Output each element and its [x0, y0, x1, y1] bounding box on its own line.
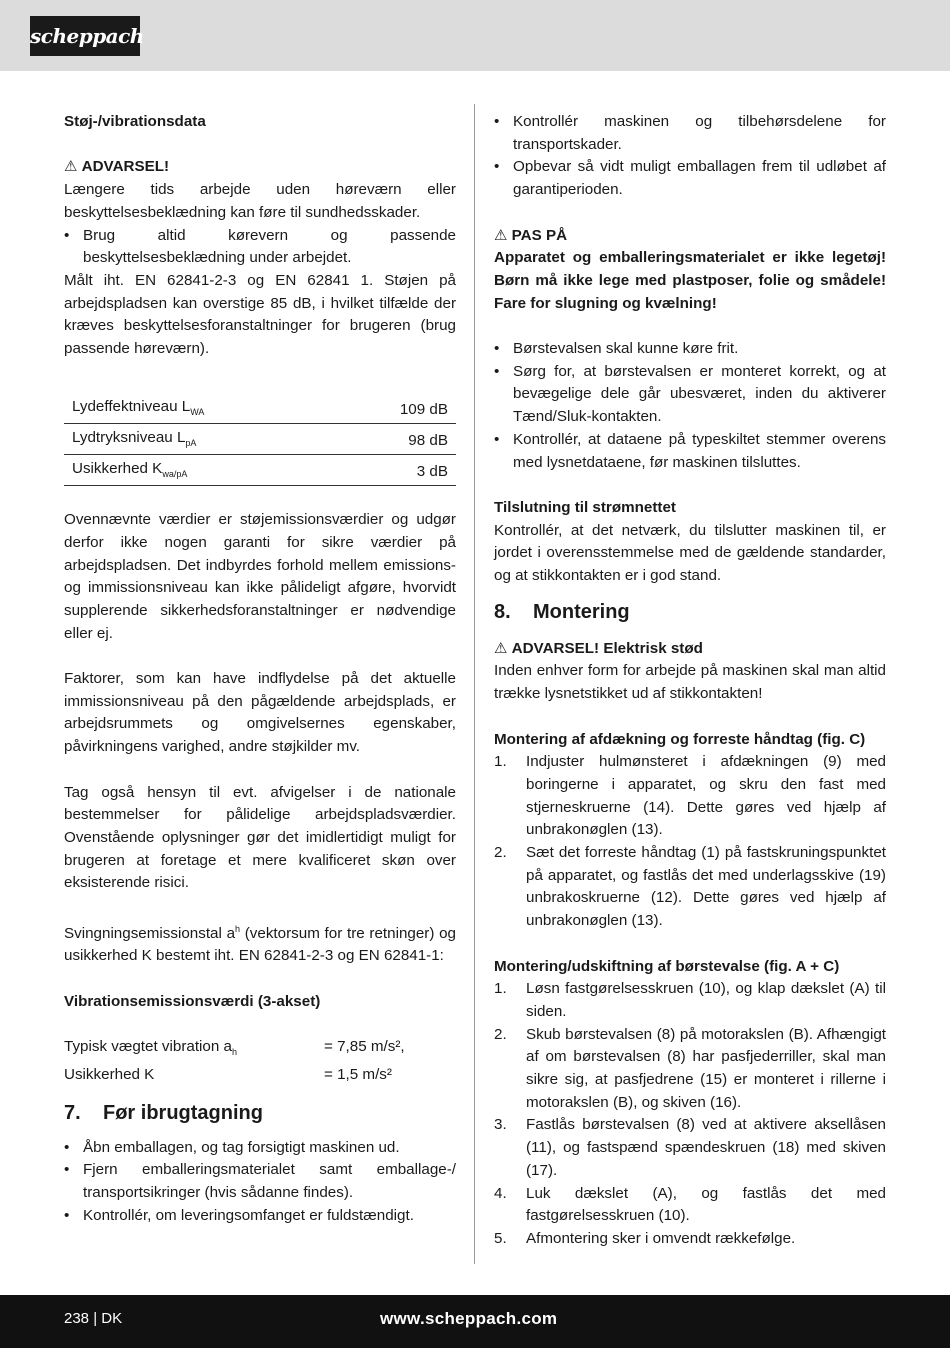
mounting-cover-steps: [494, 751, 886, 933]
website-link[interactable]: www.scheppach.com: [380, 1309, 558, 1328]
shock-warning-text: Inden enhver form for arbejde på maskinen skal man altid trække lysnetstikket ud af stikkontakten!: [494, 662, 886, 703]
noise-label: Lydeffektniveau L: [72, 398, 191, 416]
noise-table: [64, 393, 456, 486]
paragraph: Tag også hensyn til evt. afvigelser i de nationale bestemmelser for pålidelige arbejdspladsværdier. Ovenstående oplysninger gør det imidlertidigt muligt for brugeren at foretage et mere kvalificeret skøn over eksisterende risici.: [64, 783, 456, 892]
vibration-values: [64, 1036, 456, 1086]
section-7-title: 7. Før ibrugtagning: [64, 1101, 263, 1124]
vibration-value: = 7,85 m/s²,: [324, 1038, 405, 1056]
scheppach-logo: scheppach: [30, 16, 140, 56]
list-item: 5. Afmontering sker i omvendt rækkefølge.: [494, 1229, 796, 1247]
left-column: [64, 111, 456, 1227]
list-item: 1. Indjuster hulmønsteret i afdækningen (9) med boringerne i apparatet, og skru den fast med stjerneskruerne (14). Dette gøres ved hjælp af unbrakonøglen (13).: [494, 753, 886, 839]
caution-heading: ⚠ PAS PÅ: [494, 226, 568, 244]
warning-heading: [64, 156, 456, 179]
list-item: • Opbevar så vidt muligt emballagen frem til udløbet af garantiperioden.: [494, 156, 886, 201]
preparation-list: [494, 338, 886, 474]
list-item: 3. Fastlås børstevalsen (8) ved at aktivere aksellåsen (11), og fastspænd spændeskruen (18) med skiven (17).: [494, 1116, 886, 1179]
shock-warning-heading: ⚠ ADVARSEL! Elektrisk stød: [494, 639, 703, 657]
list-item: 2. Sæt det forreste håndtag (1) på fastskruningspunktet på apparatet, og fastlås det med underlagsskive (19) unbrakoskruerne (12). Dette gøres ved hjælp af unbrakonøglen (13).: [494, 844, 886, 930]
list-item: • Sørg for, at børstevalsen er monteret korrekt, og at bevægelige dele går ubesværet, inden du aktiverer Tænd/Sluk-kontakten.: [494, 361, 886, 429]
vibration-label: Typisk vægtet vibration $a_h$: [64, 1038, 237, 1058]
list-item: • Fjern emballeringsmaterialet samt emballage-/ transportsikringer (hvis sådanne findes).: [64, 1159, 456, 1204]
power-text: Kontrollér, at det netværk, du tilslutter maskinen til, er jordet i overensstemmelse med de gældende standarder, og at stikkontakten er i god stand.: [494, 521, 886, 585]
table-row: [64, 424, 456, 455]
footer-bar: [0, 1295, 950, 1348]
noise-value: 3 dB: [338, 455, 456, 486]
mounting-cover-heading: Montering af afdækning og forreste håndtag (fig. C): [494, 730, 866, 748]
warning-triangle-icon: ⚠: [494, 639, 508, 657]
list-item: • Kontrollér, om leveringsomfanget er fuldstændigt.: [64, 1205, 456, 1228]
noise-value: 98 dB: [338, 424, 456, 455]
noise-vibration-heading: Støj-/vibrationsdata: [64, 113, 206, 130]
column-divider: [474, 104, 475, 1264]
noise-value: 109 dB: [338, 393, 456, 424]
measured-text: Målt iht. EN 62841-2-3 og EN 62841 1. Støjen på arbejdspladsen kan overstige 85 dB, i hvilket tilfælde der kræves beskyttelsesforanstaltninger for brugeren (brug passende høreværn).: [64, 271, 456, 358]
vibration-heading: Vibrationsemissionsværdi (3-akset): [64, 992, 321, 1010]
list-item: • Åbn emballagen, og tag forsigtigt maskinen ud.: [64, 1137, 456, 1160]
top-bar: [0, 0, 950, 71]
list-item: • Kontrollér, at dataene på typeskiltet stemmer overens med lysnetdataene, før maskinen tilsluttes.: [494, 429, 886, 474]
brush-roller-steps: [494, 978, 886, 1250]
power-heading: Tilslutning til strømnettet: [494, 498, 676, 516]
noise-label: Lydtryksniveau L: [72, 429, 186, 447]
table-row: [64, 393, 456, 424]
list-item: • Kontrollér maskinen og tilbehørsdelene for transportskader.: [494, 111, 886, 156]
list-item: 2. Skub børstevalsen (8) på motorakslen (B). Afhængigt af om børstevalsen (8) har pasfjederriller, skal man sikre sig, at pasfjedrene (15) er monteret i rillerne i motorakslen (B), og skiven (16).: [494, 1025, 886, 1111]
warning-title: ADVARSEL!: [81, 158, 170, 176]
list-item: 1. Løsn fastgørelsesskruen (10), og klap dækslet (A) til siden.: [494, 980, 886, 1020]
warning-triangle-icon: ⚠: [494, 226, 508, 244]
inspection-list: [494, 111, 886, 202]
right-column: [494, 111, 886, 1251]
page-number: 238 | DK: [64, 1310, 123, 1327]
warning-triangle-icon: ⚠: [64, 158, 78, 176]
vibration-label: Usikkerhed K: [64, 1065, 155, 1083]
caution-text: Apparatet og emballeringsmaterialet er ikke legetøj! Børn må ikke lege med plastposer, folie og smådele! Fare for slugning og kvælning!: [494, 249, 886, 312]
warning-text: Længere tids arbejde uden høreværn eller beskyttelsesbeklædning kan føre til sundhedsskader.: [64, 181, 456, 221]
brush-roller-heading: Montering/udskiftning af børstevalse (fig. A + C): [494, 957, 840, 975]
table-row: [64, 455, 456, 486]
noise-subscript: pA: [185, 438, 197, 449]
paragraph: Ovennævnte værdier er støjemissionsværdier og udgør derfor ikke nogen garanti for sikre værdier på arbejdspladsen. Det indbyrdes forhold mellem emissions- og immissionsniveau kan ikke pålideligt afgøre, hvorvidt supplerende sikkerhedsforanstaltninger er nødvendige eller ej.: [64, 511, 456, 642]
noise-label: Usikkerhed K: [72, 460, 163, 478]
section-7-list: [64, 1137, 456, 1228]
noise-subscript: WA: [190, 407, 205, 418]
vibration-value: = 1,5 m/s²: [324, 1065, 392, 1083]
list-item: • Brug altid kørevern og passende beskyttelsesbeklædning under arbejdet.: [64, 225, 456, 270]
list-item: • Børstevalsen skal kunne køre frit.: [494, 338, 886, 361]
noise-subscript: wa/pA: [162, 469, 188, 480]
vibration-intro: Svingningsemissionstal $a^h$ (vektorsum for tre retninger) og usikkerhed K bestemt iht. EN 62841-2-3 og EN 62841-1:: [64, 923, 456, 965]
warning-bullet-list: [64, 225, 456, 270]
list-item: 4. Luk dækslet (A), og fastlås det med fastgørelsesskruen (10).: [494, 1184, 886, 1225]
paragraph: Faktorer, som kan have indflydelse på det aktuelle immissionsniveau på den pågældende arbejdsplads, er arbejdsrummets og omgivelsernes egenskaber, påvirkningens varighed, andre støjkilder mv.: [64, 670, 456, 756]
section-8-title: 8. Montering: [494, 600, 630, 623]
